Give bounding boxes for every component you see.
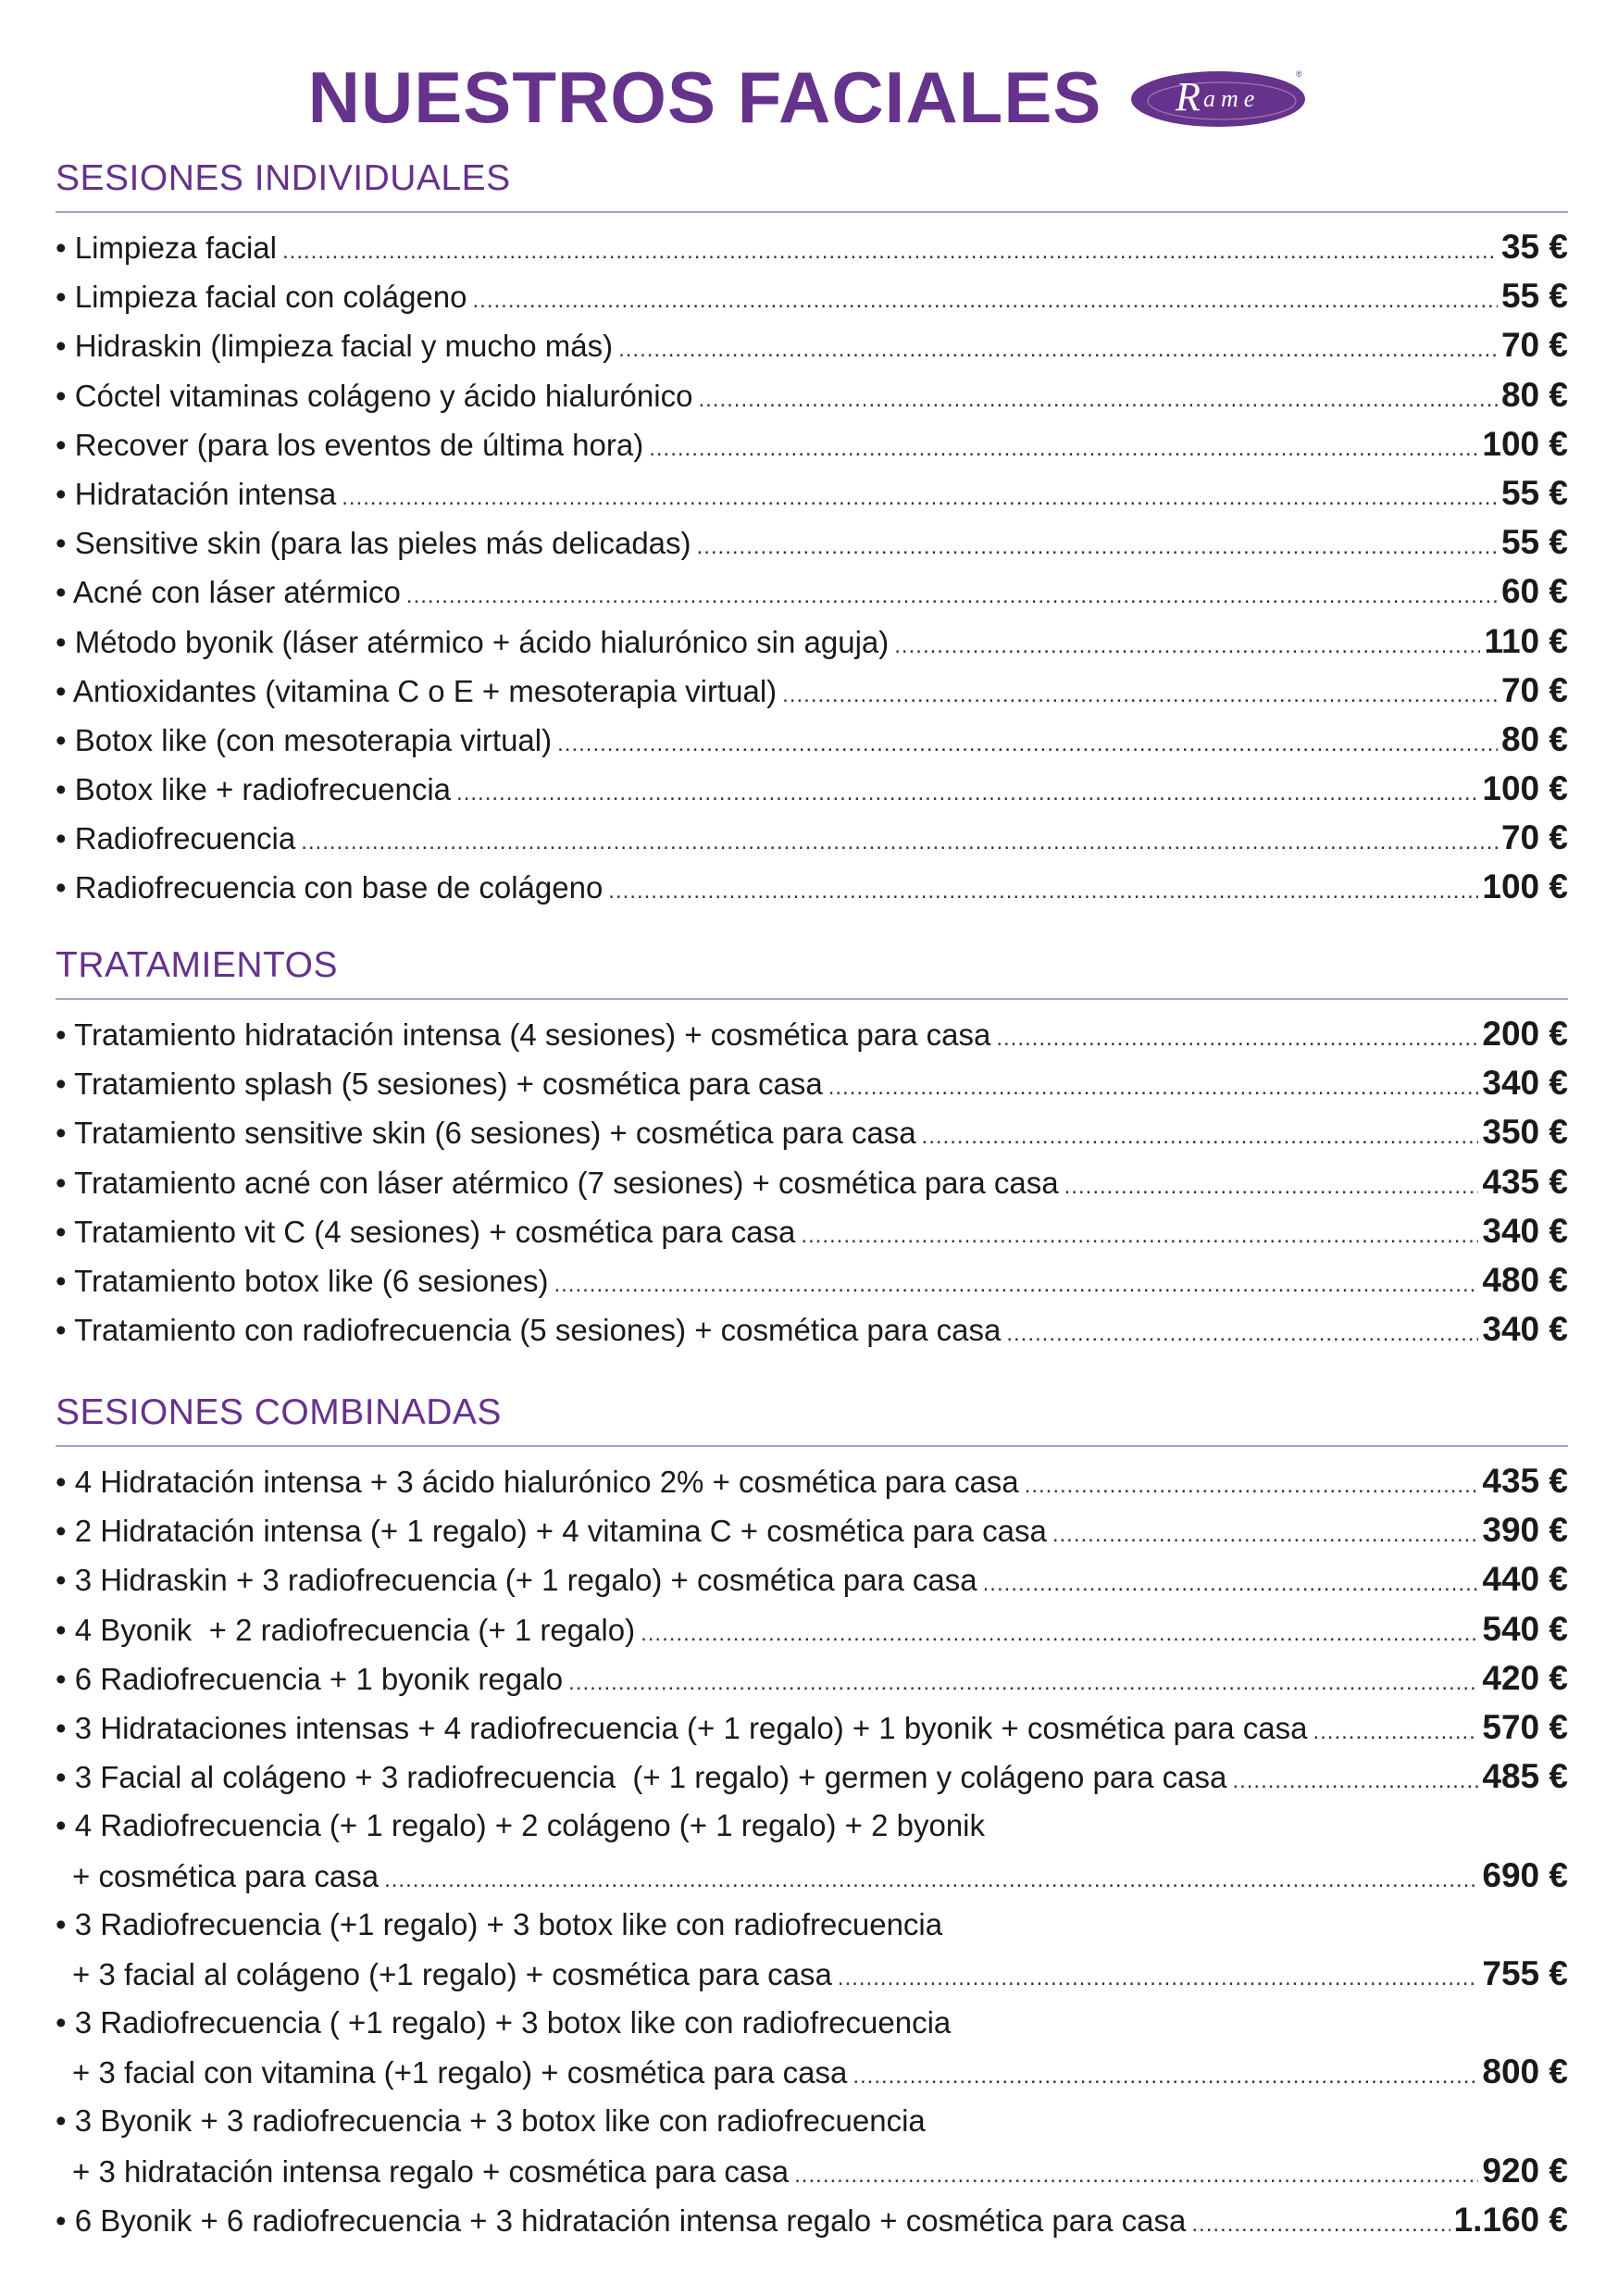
dot-leader: [282, 227, 1498, 276]
list-item: [56, 370, 1568, 419]
section-sesiones-combinadas: [56, 1391, 1568, 2244]
dot-leader: [649, 424, 1478, 473]
item-label: • Cóctel vitaminas colágeno y ácido hialurónico: [56, 378, 693, 413]
list-item: [56, 1058, 1568, 1107]
svg-text:R: R: [1176, 74, 1201, 119]
item-label: • 3 Radiofrecuencia (+1 regalo) + 3 botox like con radiofrecuencia: [56, 1906, 943, 1941]
list-item: [56, 1653, 1568, 1703]
item-price: 570 €: [1482, 1707, 1568, 1746]
item-price: 485 €: [1482, 1757, 1568, 1796]
list-item: [56, 1456, 1568, 1505]
item-label: • 2 Hidratación intensa (+ 1 regalo) + 4 vitamina C + cosmética para casa: [56, 1514, 1047, 1549]
section-title: SESIONES INDIVIDUALES: [56, 158, 511, 198]
item-label-continuation: + 3 facial al colágeno (+1 regalo) + cosmética para casa: [72, 1956, 832, 1991]
list-item: [56, 666, 1568, 715]
price-list: [56, 1456, 1568, 2244]
dot-leader: [983, 1559, 1479, 1608]
list-item: [56, 222, 1568, 271]
section-tratamientos: [56, 944, 1568, 1354]
dot-leader: [1313, 1707, 1478, 1756]
item-price: 340 €: [1482, 1064, 1568, 1103]
item-price: 440 €: [1482, 1560, 1568, 1599]
svg-text:®: ®: [1296, 69, 1303, 79]
dot-leader: [838, 1953, 1479, 2003]
price-list: [56, 1009, 1568, 1354]
list-item: [56, 468, 1568, 518]
item-price: 110 €: [1484, 621, 1568, 660]
section-divider: [56, 211, 1568, 213]
list-item-continuation: [56, 2047, 1568, 2096]
dot-leader: [301, 817, 1498, 867]
item-label: • Radiofrecuencia con base de colágeno: [56, 870, 604, 905]
dot-leader: [794, 2151, 1478, 2200]
item-label: • Tratamiento acné con láser atérmico (7 sesiones) + cosmética para casa: [56, 1165, 1059, 1200]
dot-leader: [894, 621, 1480, 670]
item-price: 480 €: [1482, 1260, 1568, 1299]
list-item: [56, 1157, 1568, 1206]
item-label: • Tratamiento hidratación intensa (4 sesiones) + cosmética para casa: [56, 1017, 991, 1052]
dot-leader: [1052, 1510, 1479, 1559]
dot-leader: [554, 1260, 1478, 1309]
item-label: • Antioxidantes (vitamina C o E + mesoterapia virtual): [56, 673, 778, 708]
item-label: • 6 Byonik + 6 radiofrecuencia + 3 hidratación intensa regalo + cosmética para casa: [56, 2202, 1187, 2238]
dot-leader: [782, 670, 1498, 719]
item-price: 435 €: [1482, 1162, 1568, 1201]
list-item-continuation: [56, 2146, 1568, 2195]
list-item: [56, 271, 1568, 320]
dot-leader: [557, 719, 1498, 768]
item-label: • Hidratación intensa: [56, 476, 337, 511]
item-price: 690 €: [1482, 1855, 1568, 1894]
list-item: [56, 1554, 1568, 1603]
item-price: 340 €: [1482, 1211, 1568, 1250]
dot-leader: [996, 1014, 1478, 1063]
section-title: SESIONES COMBINADAS: [56, 1392, 502, 1432]
dot-leader: [1191, 2200, 1450, 2249]
item-price: 55 €: [1500, 523, 1568, 562]
list-item: [56, 567, 1568, 616]
list-item-continuation: [56, 1851, 1568, 1900]
item-price: 100 €: [1482, 424, 1568, 463]
list-item-continuation: [56, 1949, 1568, 1998]
dot-leader: [456, 768, 1478, 817]
item-label: • 3 Hidrataciones intensas + 4 radiofrecuencia (+ 1 regalo) + 1 byonik + cosmética para casa: [56, 1710, 1308, 1745]
list-item: [56, 813, 1568, 862]
dot-leader: [1064, 1162, 1479, 1211]
rame-logo: [1129, 64, 1310, 131]
item-price: 55 €: [1500, 277, 1568, 316]
item-label: • 3 Radiofrecuencia ( +1 regalo) + 3 botox like con radiofrecuencia: [56, 2005, 952, 2040]
header: [0, 46, 1618, 148]
dot-leader: [473, 276, 1498, 325]
item-price: 420 €: [1482, 1658, 1568, 1697]
section-title: TRATAMIENTOS: [56, 945, 339, 985]
item-label-continuation: + 3 facial con vitamina (+1 regalo) + cosmética para casa: [72, 2055, 848, 2090]
item-price: 540 €: [1482, 1609, 1568, 1648]
dot-leader: [342, 473, 1498, 522]
list-item: [56, 1107, 1568, 1156]
item-price: 80 €: [1500, 719, 1568, 758]
item-label: • Radiofrecuencia: [56, 821, 296, 856]
list-item: [56, 1206, 1568, 1255]
dot-leader: [568, 1658, 1478, 1707]
list-item: [56, 320, 1568, 369]
dot-leader: [922, 1112, 1479, 1161]
dot-leader: [801, 1211, 1478, 1260]
item-label: • Botox like (con mesoterapia virtual): [56, 722, 553, 757]
dot-leader: [828, 1063, 1479, 1112]
list-item: [56, 1998, 1568, 2047]
item-price: 200 €: [1482, 1015, 1568, 1053]
list-item: [56, 1304, 1568, 1354]
item-price: 55 €: [1500, 473, 1568, 512]
item-label: • Limpieza facial: [56, 231, 277, 265]
item-label: • Acné con láser atérmico: [56, 575, 401, 610]
item-label: • Método byonik (láser atérmico + ácido hialurónico sin aguja): [56, 624, 890, 659]
list-item: [56, 715, 1568, 764]
section-divider: [56, 998, 1568, 1000]
item-label: • 3 Hidraskin + 3 radiofrecuencia (+ 1 regalo) + cosmética para casa: [56, 1563, 977, 1598]
item-label: • Sensitive skin (para las pieles más delicadas): [56, 526, 691, 561]
item-label-continuation: + cosmética para casa: [72, 1858, 380, 1893]
list-item: [56, 617, 1568, 666]
item-price: 60 €: [1500, 572, 1568, 611]
dot-leader: [698, 375, 1498, 424]
section-divider: [56, 1445, 1568, 1447]
item-price: 350 €: [1482, 1113, 1568, 1152]
item-label: • Tratamiento vit C (4 sesiones) + cosmética para casa: [56, 1214, 796, 1249]
dot-leader: [1025, 1461, 1479, 1510]
item-price: 800 €: [1482, 2053, 1568, 2091]
item-label: • 4 Radiofrecuencia (+ 1 regalo) + 2 colágeno (+ 1 regalo) + 2 byonik: [56, 1808, 986, 1843]
item-label: • 6 Radiofrecuencia + 1 byonik regalo: [56, 1661, 564, 1696]
dot-leader: [406, 571, 1498, 620]
list-item: [56, 518, 1568, 567]
list-item: [56, 1604, 1568, 1653]
list-item: [56, 764, 1568, 813]
item-price: 70 €: [1500, 818, 1568, 857]
list-item: [56, 1703, 1568, 1752]
price-list: [56, 222, 1568, 912]
dot-leader: [384, 1855, 1478, 1904]
item-label-continuation: + 3 hidratación intensa regalo + cosmética para casa: [72, 2153, 790, 2189]
item-label: • 4 Byonik + 2 radiofrecuencia (+ 1 regalo): [56, 1612, 636, 1647]
item-label: • 3 Byonik + 3 radiofrecuencia + 3 botox like con radiofrecuencia: [56, 2103, 926, 2139]
dot-leader: [697, 522, 1498, 571]
section-sesiones-individuales: [56, 157, 1568, 912]
item-price: 70 €: [1500, 670, 1568, 709]
page-title: NUESTROS FACIALES: [307, 56, 1102, 138]
item-label: • Hidraskin (limpieza facial y mucho más): [56, 329, 614, 364]
item-price: 1.160 €: [1453, 2200, 1568, 2239]
list-item: [56, 2096, 1568, 2145]
list-item: [56, 1255, 1568, 1304]
list-item: [56, 2195, 1568, 2244]
item-price: 435 €: [1482, 1462, 1568, 1500]
dot-leader: [853, 2052, 1478, 2101]
item-price: 340 €: [1482, 1310, 1568, 1349]
list-item: [56, 1900, 1568, 1949]
list-item: [56, 1505, 1568, 1554]
item-label: • Botox like + radiofrecuencia: [56, 772, 452, 807]
item-label: • Tratamiento sensitive skin (6 sesiones) + cosmética para casa: [56, 1116, 916, 1151]
item-label: • Recover (para los eventos de última hora): [56, 427, 644, 462]
dot-leader: [608, 867, 1478, 916]
dot-leader: [618, 325, 1498, 374]
item-price: 920 €: [1482, 2151, 1568, 2190]
item-label: • 3 Facial al colágeno + 3 radiofrecuencia (+ 1 regalo) + germen y colágeno para casa: [56, 1760, 1227, 1795]
item-label: • 4 Hidratación intensa + 3 ácido hialurónico 2% + cosmética para casa: [56, 1465, 1019, 1499]
list-item: [56, 419, 1568, 468]
item-label: • Tratamiento botox like (6 sesiones): [56, 1263, 549, 1298]
item-price: 80 €: [1500, 375, 1568, 414]
dot-leader: [641, 1609, 1478, 1658]
list-item: [56, 1801, 1568, 1850]
dot-leader: [1232, 1756, 1478, 1805]
item-price: 755 €: [1482, 1953, 1568, 1992]
item-price: 100 €: [1482, 867, 1568, 906]
list-item: [56, 862, 1568, 911]
dot-leader: [1006, 1309, 1478, 1358]
item-price: 100 €: [1482, 769, 1568, 808]
svg-text:ame: ame: [1203, 85, 1261, 112]
item-price: 70 €: [1500, 326, 1568, 365]
item-label: • Tratamiento con radiofrecuencia (5 sesiones) + cosmética para casa: [56, 1313, 1002, 1348]
list-item: [56, 1752, 1568, 1801]
item-label: • Limpieza facial con colágeno: [56, 280, 467, 315]
item-price: 390 €: [1482, 1511, 1568, 1550]
item-label: • Tratamiento splash (5 sesiones) + cosmética para casa: [56, 1067, 823, 1102]
item-price: 35 €: [1500, 228, 1568, 266]
list-item: [56, 1009, 1568, 1058]
